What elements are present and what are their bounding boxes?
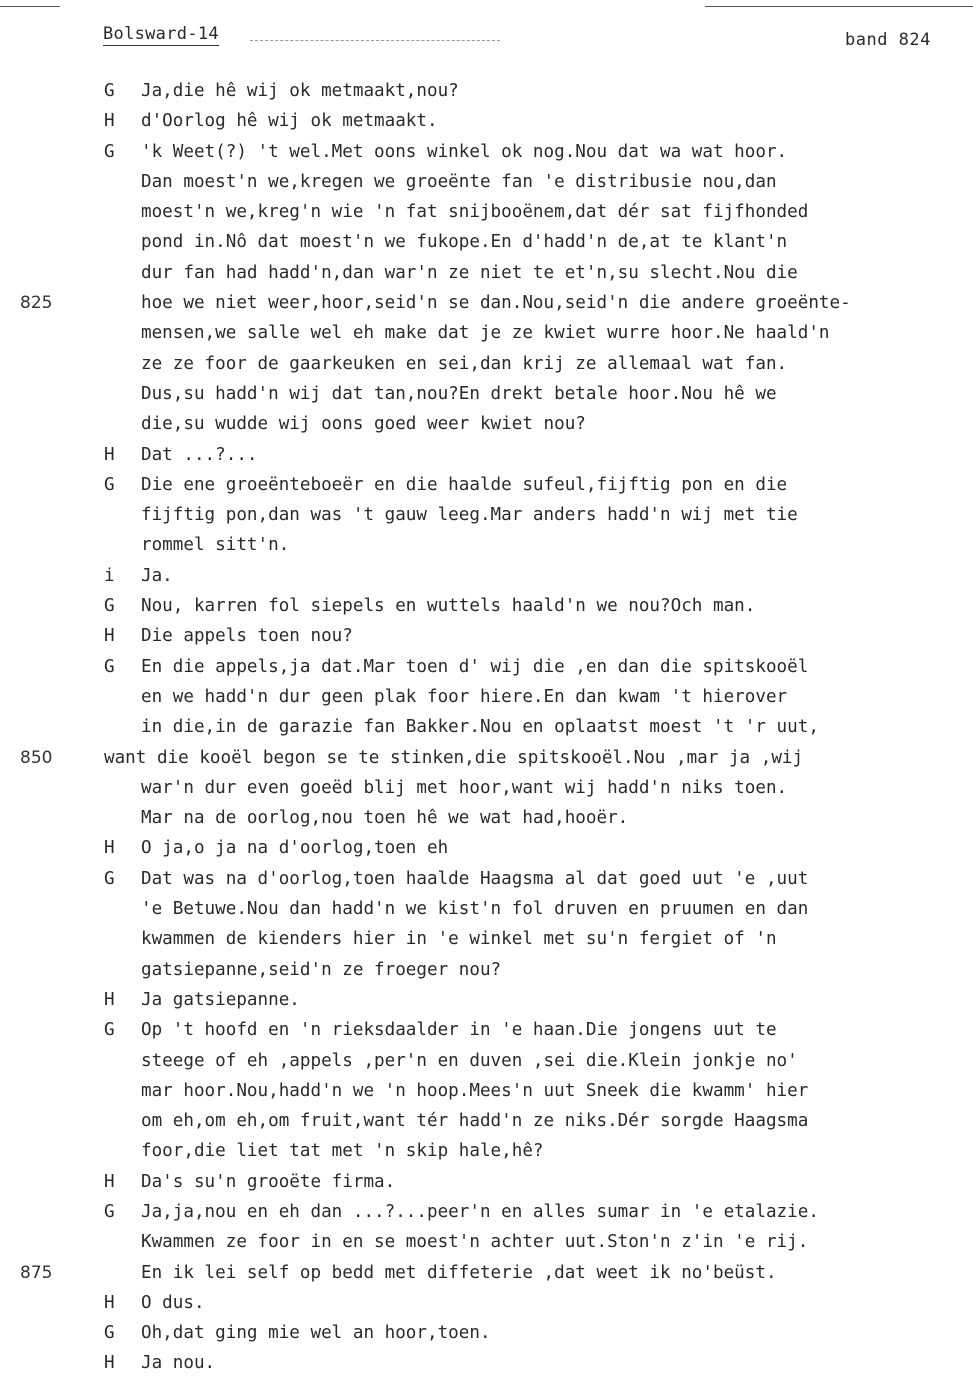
speaker-label: G — [104, 1323, 115, 1344]
line-text: fijftig pon,dan was 't gauw leeg.Mar anders hadd'n wij met tie — [141, 505, 798, 526]
speaker-label: H — [104, 838, 115, 859]
transcript-body — [0, 76, 973, 1379]
transcript-line — [0, 470, 973, 500]
transcript-line — [0, 288, 973, 318]
line-text: hoe we niet weer,hoor,seid'n se dan.Nou,seid'n die andere groeënte- — [141, 293, 851, 314]
transcript-line — [0, 1167, 973, 1197]
line-text: die,su wudde wij oons goed weer kwiet nou? — [141, 414, 586, 435]
line-text: Dat ...?... — [141, 444, 258, 465]
transcript-line — [0, 833, 973, 863]
transcript-line — [0, 894, 973, 924]
transcript-line — [0, 379, 973, 409]
line-text: in die,in de garazie fan Bakker.Nou en oplaatst moest 't 'r uut, — [141, 717, 819, 738]
page-header-title: Bolsward-14 — [103, 24, 219, 44]
header-dotted-line — [250, 40, 500, 41]
transcript-line — [0, 137, 973, 167]
speaker-label: H — [104, 1353, 115, 1374]
transcript-line — [0, 1136, 973, 1166]
transcript-line — [0, 258, 973, 288]
speaker-label: H — [104, 1171, 115, 1192]
line-text: want die kooël begon se te stinken,die spitskooël.Nou ,mar ja ,wij — [104, 747, 804, 768]
page-header-band: band 824 — [845, 30, 931, 50]
speaker-label: G — [104, 656, 115, 677]
speaker-label: H — [104, 444, 115, 465]
line-text: O dus. — [141, 1292, 205, 1313]
transcript-line — [0, 773, 973, 803]
transcript-line — [0, 1197, 973, 1227]
transcript-line — [0, 1046, 973, 1076]
line-text: Die ene groeënteboeër en die haalde sufeul,fijftig pon en die — [141, 474, 788, 495]
line-text: Dat was na d'oorlog,toen haalde Haagsma al dat goed uut 'e ,uut — [141, 868, 809, 889]
line-text: rommel sitt'n. — [141, 535, 290, 556]
speaker-label: H — [104, 989, 115, 1010]
line-text: om eh,om eh,om fruit,want tér hadd'n ze niks.Dér sorgde Haagsma — [141, 1111, 809, 1132]
speaker-label: i — [104, 565, 115, 586]
transcript-line — [0, 985, 973, 1015]
line-text: war'n dur even goeëd blij met hoor,want wij hadd'n niks toen. — [141, 777, 788, 798]
transcript-line — [0, 1348, 973, 1378]
transcript-line — [0, 1015, 973, 1045]
transcript-line — [0, 561, 973, 591]
line-text: O ja,o ja na d'oorlog,toen eh — [141, 838, 449, 859]
transcript-line — [0, 197, 973, 227]
transcript-line — [0, 440, 973, 470]
transcript-line — [0, 76, 973, 106]
line-text: gatsiepanne,seid'n ze froeger nou? — [141, 959, 502, 980]
line-text: moest'n we,kreg'n wie 'n fat snijbooënem,dat dér sat fijfhonded — [141, 202, 809, 223]
transcript-line — [0, 712, 973, 742]
speaker-label: G — [104, 474, 115, 495]
line-text: Oh,dat ging mie wel an hoor,toen. — [141, 1323, 491, 1344]
line-text: dur fan had hadd'n,dan war'n ze niet te et'n,su slecht.Nou die — [141, 262, 798, 283]
transcript-line — [0, 803, 973, 833]
top-right-rule — [705, 6, 973, 7]
transcript-line — [0, 227, 973, 257]
line-number: 875 — [20, 1262, 53, 1283]
line-text: En die appels,ja dat.Mar toen d' wij die ,en dan die spitskooël — [141, 656, 809, 677]
transcript-line — [0, 743, 973, 773]
speaker-label: G — [104, 596, 115, 617]
line-text: kwammen de kienders hier in 'e winkel met su'n fergiet of 'n — [141, 929, 777, 950]
line-text: Nou, karren fol siepels en wuttels haald'n we nou?Och man. — [141, 596, 756, 617]
line-text: foor,die liet tat met 'n skip hale,hê? — [141, 1141, 544, 1162]
line-number: 825 — [20, 293, 53, 314]
line-text: Mar na de oorlog,nou toen hê we wat had,hooër. — [141, 808, 629, 829]
line-text: 'e Betuwe.Nou dan hadd'n we kist'n fol druven en pruumen en dan — [141, 899, 809, 920]
speaker-label: G — [104, 81, 115, 101]
transcript-line — [0, 652, 973, 682]
line-text: Ja,ja,nou en eh dan ...?...peer'n en alles sumar in 'e etalazie. — [141, 1201, 819, 1222]
line-text: Dus,su hadd'n wij dat tan,nou?En drekt betale hoor.Nou hê we — [141, 383, 777, 404]
line-text: pond in.Nô dat moest'n we fukope.En d'hadd'n de,at te klant'n — [141, 232, 788, 253]
line-text: Da's su'n grooëte firma. — [141, 1171, 396, 1192]
line-text: En ik lei self op bedd met diffeterie ,dat weet ik no'beüst. — [141, 1262, 777, 1283]
line-text: en we hadd'n dur geen plak foor hiere.En dan kwam 't hierover — [141, 686, 788, 707]
line-text: mar hoor.Nou,hadd'n we 'n hoop.Mees'n uut Sneek die kwamm' hier — [141, 1080, 809, 1101]
line-text: Kwammen ze foor in en se moest'n achter uut.Ston'n z'in 'e rij. — [141, 1232, 809, 1253]
line-text: 'k Weet(?) 't wel.Met oons winkel ok nog.Nou dat wa wat hoor. — [141, 141, 788, 162]
speaker-label: H — [104, 1292, 115, 1313]
line-text: Die appels toen nou? — [141, 626, 353, 647]
line-text: mensen,we salle wel eh make dat je ze kwiet wurre hoor.Ne haald'n — [141, 323, 830, 344]
line-text: Op 't hoofd en 'n rieksdaalder in 'e haan.Die jongens uut te — [141, 1020, 777, 1041]
transcript-line — [0, 349, 973, 379]
line-text: Dan moest'n we,kregen we groeënte fan 'e distribusie nou,dan — [141, 171, 777, 192]
transcript-line — [0, 167, 973, 197]
transcript-line — [0, 500, 973, 530]
transcript-line — [0, 1106, 973, 1136]
transcript-line — [0, 591, 973, 621]
transcript-line — [0, 1288, 973, 1318]
speaker-label: G — [104, 1020, 115, 1041]
speaker-label: G — [104, 141, 115, 162]
transcript-line — [0, 106, 973, 136]
line-text: d'Oorlog hê wij ok metmaakt. — [141, 111, 438, 132]
line-text: Ja. — [141, 565, 173, 586]
line-text: Ja,die hê wij ok metmaakt,nou? — [141, 81, 459, 101]
transcript-line — [0, 409, 973, 439]
speaker-label: H — [104, 111, 115, 132]
line-number: 850 — [20, 747, 53, 768]
transcript-line — [0, 1227, 973, 1257]
transcript-line — [0, 530, 973, 560]
line-text: ze ze foor de gaarkeuken en sei,dan krij ze allemaal wat fan. — [141, 353, 788, 374]
transcript-line — [0, 1318, 973, 1348]
speaker-label: H — [104, 626, 115, 647]
transcript-line — [0, 955, 973, 985]
transcript-line — [0, 1258, 973, 1288]
line-text: steege of eh ,appels ,per'n en duven ,sei die.Klein jonkje no' — [141, 1050, 798, 1071]
transcript-line — [0, 864, 973, 894]
line-text: Ja gatsiepanne. — [141, 989, 300, 1010]
speaker-label: G — [104, 1201, 115, 1222]
top-left-rule — [0, 6, 60, 7]
transcript-line — [0, 318, 973, 348]
transcript-line — [0, 621, 973, 651]
transcript-line — [0, 682, 973, 712]
transcript-line — [0, 1076, 973, 1106]
speaker-label: G — [104, 868, 115, 889]
transcript-line — [0, 924, 973, 954]
line-text: Ja nou. — [141, 1353, 216, 1374]
